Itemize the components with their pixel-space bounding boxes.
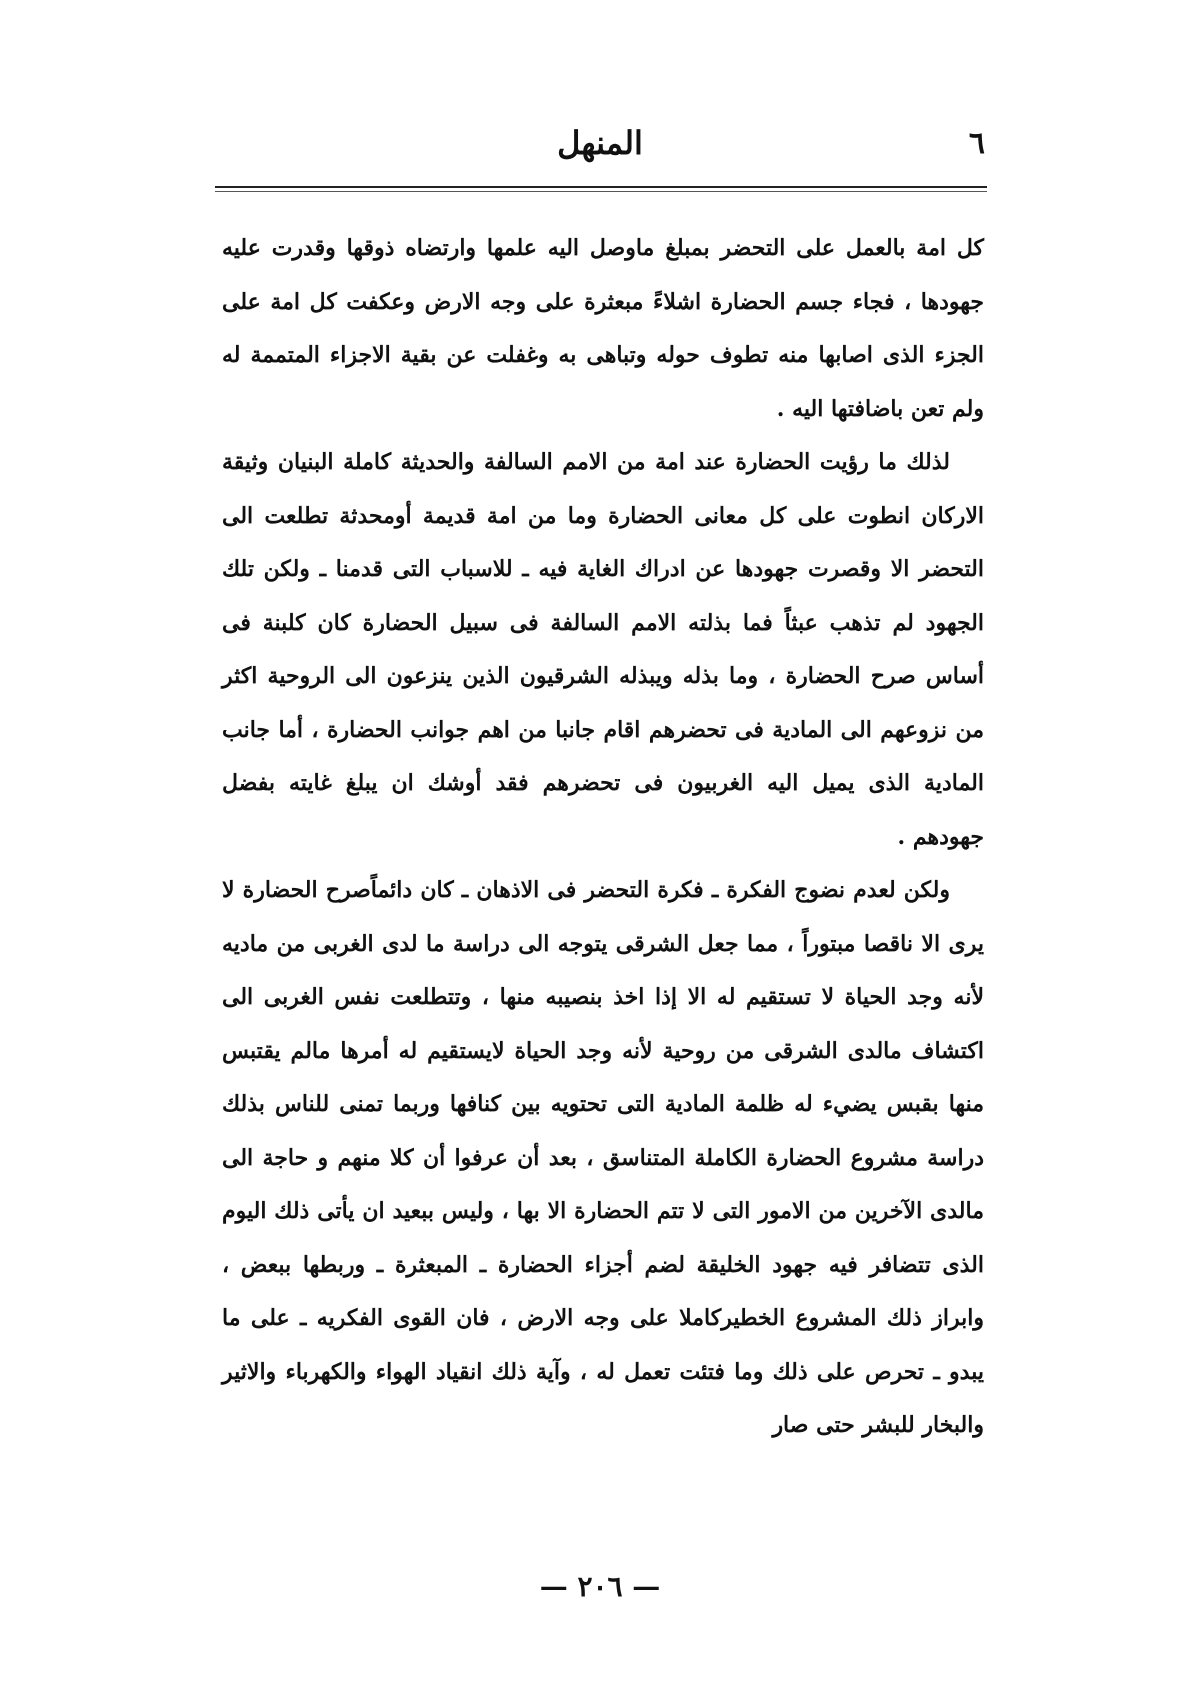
header-rule-thin (215, 191, 987, 192)
page-number: ٦ (968, 126, 985, 161)
paragraph-1: كل امة بالعمل على التحضر بمبلغ ماوصل اليه علمها وارتضاه ذوقها وقدرت عليه جهودها ، فجاء جسم الحضارة اشلاءً مبعثرة على وجه الارض وعكفت كل امة على الجزء الذى اصابها منه تطوف حوله وتباهى به وغفلت عن بقية الاجزاء المتممة له ولم تعن باضافتها اليه . (222, 235, 984, 422)
page-folio: — ٢٠٦ — (539, 1570, 661, 1603)
article-body (222, 222, 984, 1453)
page-header (215, 118, 985, 178)
header-rule (215, 186, 987, 188)
paragraph-2: لذلك ما رؤيت الحضارة عند امة من الامم السالفة والحديثة كاملة البنيان وثيقة الاركان انطوت على كل معانى الحضارة وما من امة قديمة أومحدثة تطلعت الى التحضر الا وقصرت جهودها عن ادراك الغاية فيه ـ للاسباب التى قدمنا ـ ولكن تلك الجهود لم تذهب عبثاً فما بذلته الامم السالفة فى سبيل الحضارة كان كلبنة فى أساس صرح الحضارة ، وما بذله ويبذله الشرقيون الذين ينزعون الى الروحية اكثر من نزوعهم الى المادية فى تحضرهم اقام جانبا من اهم جوانب الحضارة ، أما جانب المادية الذى يميل اليه الغربيون فى تحضرهم فقد أوشك ان يبلغ غايته بفضل جهودهم . (222, 449, 984, 850)
paragraph-3: ولكن لعدم نضوج الفكرة ـ فكرة التحضر فى الاذهان ـ كان دائماًصرح الحضارة لا يرى الا ناقصا مبتوراً ، مما جعل الشرقى يتوجه الى دراسة ما لدى الغربى من ماديه لأنه وجد الحياة لا تستقيم له الا إذا اخذ بنصيبه منها ، وتتطلعت نفس الغربى الى اكتشاف مالدى الشرقى من روحية لأنه وجد الحياة لايستقيم له أمرها مالم يقتبس منها بقبس يضيء له ظلمة المادية التى تحتويه بين كنافها وربما تمنى للناس بذلك دراسة مشروع الحضارة الكاملة المتناسق ، بعد أن عرفوا أن كلا منهم و حاجة الى مالدى الآخرين من الامور التى لا تتم الحضارة الا بها ، وليس ببعيد ان يأتى ذلك اليوم الذى تتضافر فيه جهود الخليقة لضم أجزاء الحضارة ـ المبعثرة ـ وربطها ببعض ، وابراز ذلك المشروع الخطيركاملا على وجه الارض ، فان القوى الفكريه ـ على ما يبدو ـ تحرص على ذلك وما فتئت تعمل له ، وآية ذلك انقياد الهواء والكهرباء والاثير والبخار للبشر حتى صار (222, 877, 984, 1438)
journal-title: المنهل (557, 124, 643, 162)
